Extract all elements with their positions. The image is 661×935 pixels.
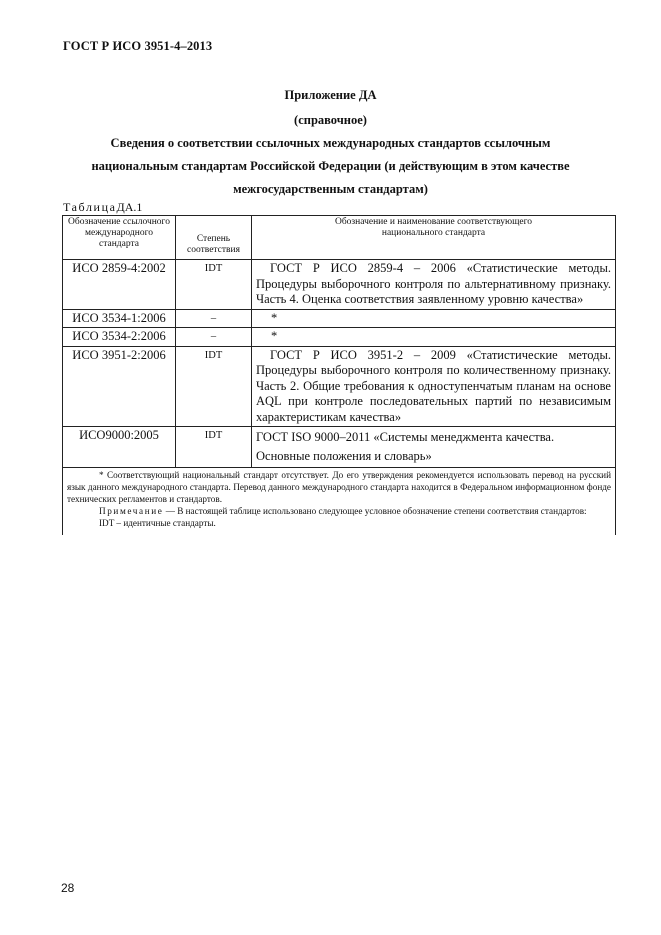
table-row xyxy=(63,260,616,310)
cell-reference-code: ИСО 3534-2:2006 xyxy=(63,328,176,347)
cell-reference-code: ИСО9000:2005 xyxy=(63,427,176,468)
table-row xyxy=(63,346,616,427)
column-header-national: Обозначение и наименование соответствующего национального стандарта xyxy=(252,216,616,260)
appendix-title: Приложение ДА xyxy=(284,88,377,102)
cell-reference-code: ИСО 2859-4:2002 xyxy=(63,260,176,310)
page-number: 28 xyxy=(61,881,75,895)
cell-degree: IDT xyxy=(176,346,252,427)
cell-national-standard: * xyxy=(252,309,616,328)
document-code: ГОСТ Р ИСО 3951-4–2013 xyxy=(63,39,213,53)
table-footnote: * Соответствующий национальный стандарт отсутствует. До его утверждения рекомендуется использовать перевод на русский язык данного международного стандарта. Перевод данного международного стандарта находится в Федеральном информационном фонде технических регламентов и стандартов. xyxy=(67,470,611,504)
table-legend: IDT – идентичные стандарты. xyxy=(99,518,216,528)
cell-reference-code: ИСО 3951-2:2006 xyxy=(63,346,176,427)
note-label: Примечание xyxy=(99,506,164,516)
table-label xyxy=(63,200,142,215)
table-row xyxy=(63,328,616,347)
table-label-id: ДА.1 xyxy=(116,200,143,214)
table-notes xyxy=(63,468,616,536)
appendix-heading-line-2: национальным стандартам Российской Федерации (и действующим в этом качестве xyxy=(91,159,570,173)
appendix-heading-line-3: межгосударственным стандартам) xyxy=(233,182,428,196)
cell-degree: – xyxy=(176,328,252,347)
cell-national-standard: ГОСТ ISO 9000–2011 «Системы менеджмента качества. Основные положения и словарь» xyxy=(252,427,616,468)
cell-degree: IDT xyxy=(176,260,252,310)
column-header-degree: Степень соответствия xyxy=(176,216,252,260)
column-header-reference: Обозначение ссылочного международного стандарта xyxy=(63,216,176,260)
note-text: — В настоящей таблице использовано следующее условное обозначение степени соответствия стандартов: xyxy=(163,506,587,516)
table-row xyxy=(63,309,616,328)
table-label-word: Таблица xyxy=(63,200,117,214)
cell-degree: IDT xyxy=(176,427,252,468)
table-note xyxy=(67,505,611,517)
appendix-heading-line-1: Сведения о соответствии ссылочных международных стандартов ссылочным xyxy=(110,136,551,150)
cell-reference-code: ИСО 3534-1:2006 xyxy=(63,309,176,328)
standards-table xyxy=(62,215,616,535)
table-notes-row xyxy=(63,468,616,536)
cell-national-standard: * xyxy=(252,328,616,347)
cell-national-standard: ГОСТ Р ИСО 3951-2 – 2009 «Статистические методы. Процедуры выборочного контроля по количественному признаку. Часть 2. Общие требования к одноступенчатым планам на основе AQL при контроле последовательных партий по независимым характеристикам качества» xyxy=(252,346,616,427)
cell-degree: – xyxy=(176,309,252,328)
table-header-row xyxy=(63,216,616,260)
table-row xyxy=(63,427,616,468)
cell-national-standard: ГОСТ Р ИСО 2859-4 – 2006 «Статистические методы. Процедуры выборочного контроля по альтернативному признаку. Часть 4. Оценка соответствия заявленному уровню качества» xyxy=(252,260,616,310)
appendix-type: (справочное) xyxy=(294,113,367,127)
